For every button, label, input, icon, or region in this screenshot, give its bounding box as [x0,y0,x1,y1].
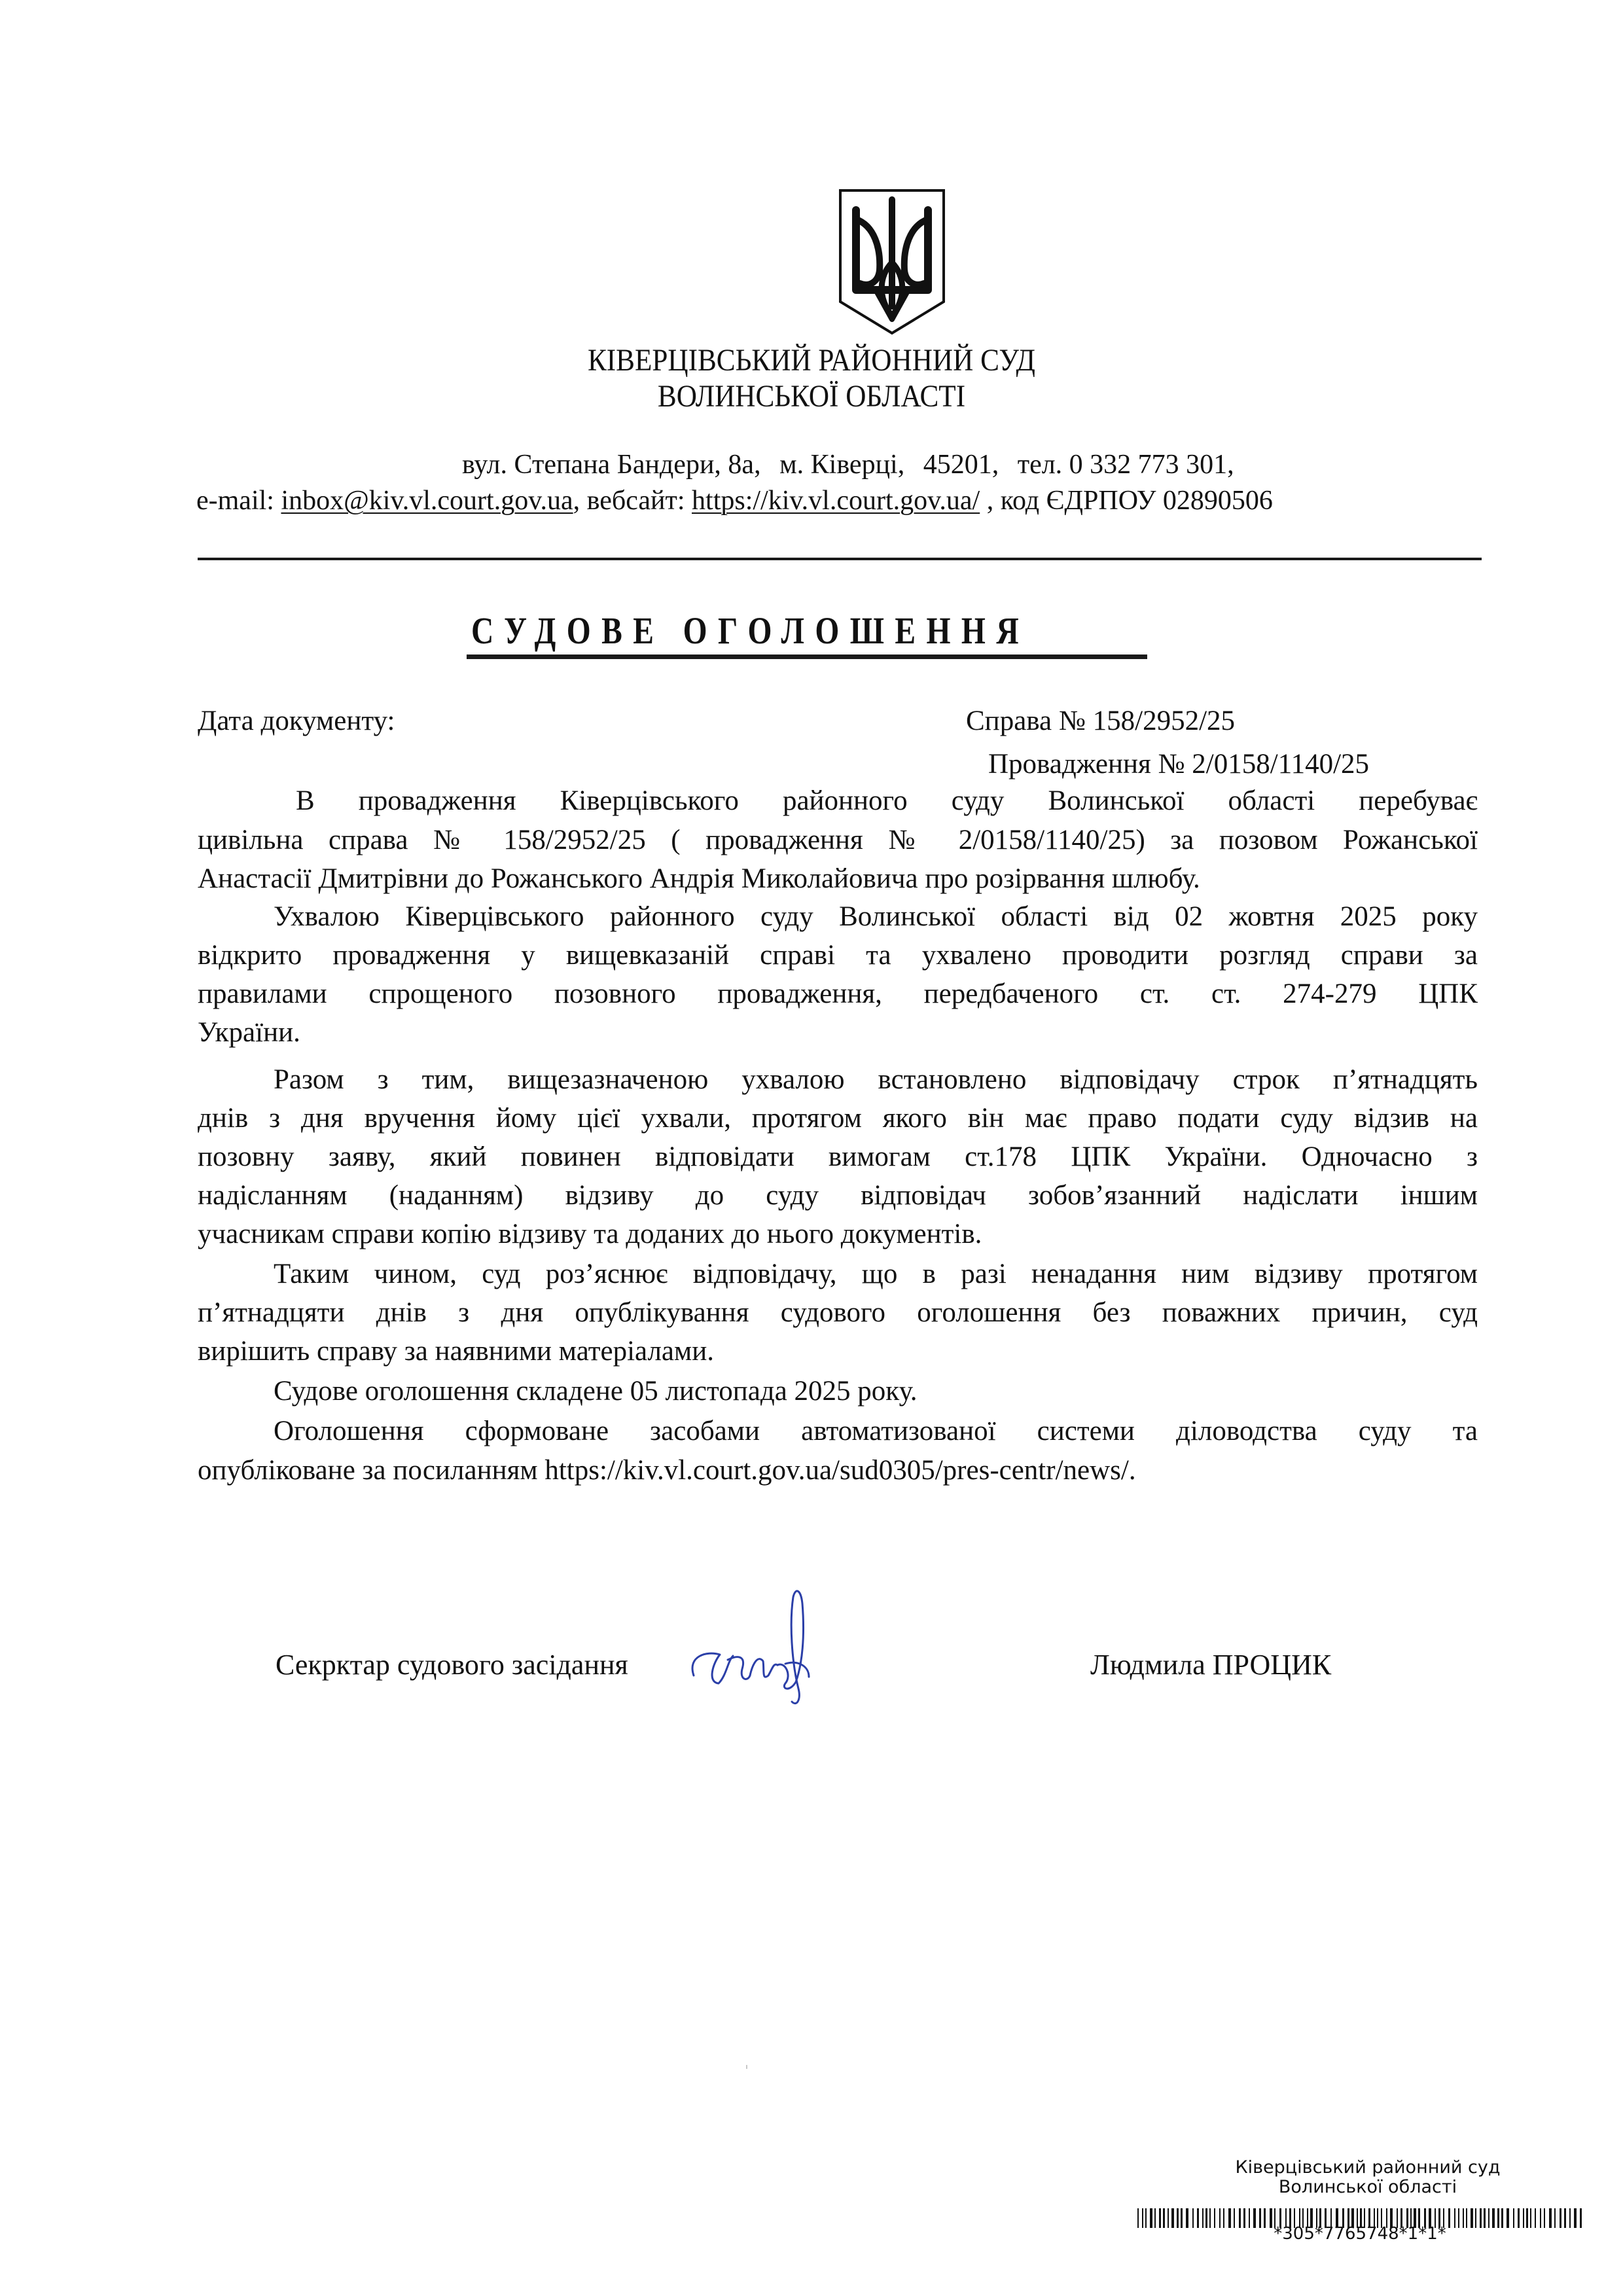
body-line: правилами спрощеного позовного провадження, передбаченого ст. ст. 274-279 ЦПК [198,978,1478,1009]
document-title: СУДОВЕ ОГОЛОШЕННЯ [471,609,1030,652]
body-line: позовну заяву, який повинен відповідати вимогам ст.178 ЦПК України. Одночасно з [198,1141,1478,1172]
body-line: В провадження Ківерцівського районного суду Волинської області перебуває [296,785,1478,816]
body-line: днів з дня вручення йому цієї ухвали, протягом якого він має право подати суду відзив на [198,1103,1478,1134]
body-line: України. [198,1017,300,1048]
body-line: цивільна справа № 158/2952/25 ( провадження № 2/0158/1140/25) за позовом Рожанської [198,825,1478,855]
edrpou-code: , код ЄДРПОУ 02890506 [980,486,1273,516]
handwritten-signature-icon [687,1577,844,1708]
court-name-line2: ВОЛИНСЬКОЇ ОБЛАСТІ [657,379,966,414]
stamp-line1: Ківерцівський районний суд [1235,2157,1501,2178]
court-contacts [196,485,1273,516]
body-line: Анастасії Дмитрівни до Рожанського Андрія Миколайовича про розірвання шлюбу. [198,863,1200,894]
ukraine-coat-of-arms-icon [836,185,948,337]
proceeding-number: Провадження № 2/0158/1140/25 [988,749,1370,780]
body-line: Разом з тим, вищезазначеною ухвалою встановлено відповідачу строк п’ятнадцять [274,1064,1478,1095]
email-label: e-mail: [196,486,281,516]
title-underline [467,655,1147,659]
secretary-role-label: Секрктар судового засідання [276,1649,628,1681]
court-name-line1: КІВЕРЦІВСЬКИЙ РАЙОННИЙ СУД [587,343,1036,378]
secretary-name: Людмила ПРОЦИК [1090,1649,1332,1681]
body-line: надісланням (наданням) відзиву до суду відповідач зобов’язанний надіслати іншим [198,1180,1478,1211]
body-line: п’ятнадцяти днів з дня опублікування судового оголошення без поважних причин, суд [198,1297,1478,1328]
case-number: Справа № 158/2952/25 [966,706,1236,736]
body-line: Ухвалою Ківерцівського районного суду Волинської області від 02 жовтня 2025 року [274,901,1478,932]
scan-artifact [746,2065,747,2069]
barcode-number: *305*7765748*1*1* [1274,2224,1446,2244]
body-line: учасникам справи копію відзиву та доданих до нього документів. [198,1219,982,1249]
address-postcode: 45201, [923,450,999,480]
body-line: Таким чином, суд роз’яснює відповідачу, що в разі ненадання ним відзиву протягом [274,1259,1478,1289]
email-link[interactable]: inbox@kiv.vl.court.gov.ua [281,486,573,516]
header-divider [198,558,1482,560]
body-line: Судове оголошення складене 05 листопада 2025 року. [274,1376,918,1407]
court-address [462,449,1246,480]
address-phone: тел. 0 332 773 301, [1017,450,1234,480]
body-line: вирішить справу за наявними матеріалами. [198,1336,714,1367]
address-street: вул. Степана Бандери, 8а, [462,450,761,480]
body-line: опубліковане за посиланням https://kiv.vl.court.gov.ua/sud0305/pres-centr/news/. [198,1455,1136,1486]
website-label: , вебсайт: [573,486,692,516]
document-date-label: Дата документу: [198,706,395,736]
body-line: Оголошення сформоване засобами автоматизованої системи діловодства суду та [274,1416,1478,1446]
court-stamp [1152,2158,1584,2197]
website-link[interactable]: https://kiv.vl.court.gov.ua/ [692,486,980,516]
body-line: відкрито провадження у вищевказаній справі та ухвалено проводити розгляд справи за [198,940,1478,971]
address-city: м. Ківерці, [779,450,905,480]
stamp-line2: Волинської області [1278,2177,1457,2197]
